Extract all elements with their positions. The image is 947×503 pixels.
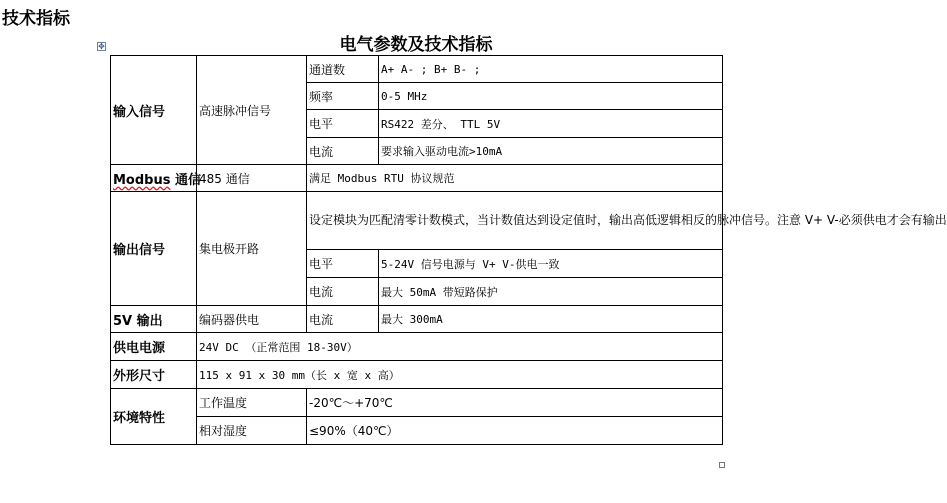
table-row: [111, 165, 723, 192]
category-input-signal: 输入信号: [111, 56, 197, 165]
value-cell: 最大 300mA: [379, 306, 723, 333]
modbus-suffix: 通信: [170, 172, 202, 188]
power-value: 24V DC （正常范围 18-30V）: [197, 333, 723, 361]
size-value: 115 x 91 x 30 mm（长 x 宽 x 高）: [197, 361, 723, 389]
table-row: [111, 306, 723, 333]
page-heading: 技术指标: [2, 9, 70, 29]
value-cell: 0-5 MHz: [379, 83, 723, 110]
input-type: 高速脉冲信号: [197, 56, 307, 165]
value-cell: ≤90%（40℃）: [307, 417, 723, 445]
output-description: 设定模块为匹配清零计数模式，当计数值达到设定值时，输出高低逻辑相反的脉冲信号。注意 V+ V-必须供电才会有输出: [307, 192, 723, 250]
table-resize-handle[interactable]: [719, 462, 725, 468]
value-cell: 要求输入驱动电流>10mA: [379, 138, 723, 165]
category-power: 供电电源: [111, 333, 197, 361]
table-move-handle-icon[interactable]: ✥: [98, 42, 105, 51]
output-type: 集电极开路: [197, 192, 307, 306]
param-cell: 频率: [307, 83, 379, 110]
value-cell: 最大 50mA 带短路保护: [379, 278, 723, 306]
param-cell: 电流: [307, 278, 379, 306]
v5-type: 编码器供电: [197, 306, 307, 333]
table-row: [111, 417, 723, 445]
spec-table: [110, 55, 947, 445]
param-cell: 相对湿度: [197, 417, 307, 445]
table-row: [111, 333, 723, 361]
category-5v-output: 5V 输出: [111, 306, 197, 333]
category-environment: 环境特性: [111, 389, 197, 445]
category-size: 外形尺寸: [111, 361, 197, 389]
table-row: [111, 389, 723, 417]
table-title: 电气参数及技术指标: [339, 35, 493, 55]
category-modbus: [111, 165, 202, 192]
param-cell: 电流: [307, 306, 379, 333]
category-output-signal: 输出信号: [111, 192, 197, 306]
value-cell: RS422 差分、 TTL 5V: [379, 110, 723, 138]
value-cell: A+ A- ; B+ B- ;: [379, 56, 723, 83]
modbus-value: 满足 Modbus RTU 协议规范: [307, 165, 723, 192]
param-cell: 工作温度: [197, 389, 307, 417]
table-row: [111, 56, 723, 83]
param-cell: 电流: [307, 138, 379, 165]
param-cell: 通道数: [307, 56, 379, 83]
value-cell: 5-24V 信号电源与 V+ V-供电一致: [379, 250, 723, 278]
modbus-type: 485 通信: [197, 165, 307, 192]
param-cell: 电平: [307, 110, 379, 138]
param-cell: 电平: [307, 250, 379, 278]
modbus-word: Modbus: [113, 172, 171, 188]
value-cell: -20℃～+70℃: [307, 389, 723, 417]
table-row: [111, 361, 723, 389]
table-row: [111, 192, 723, 250]
